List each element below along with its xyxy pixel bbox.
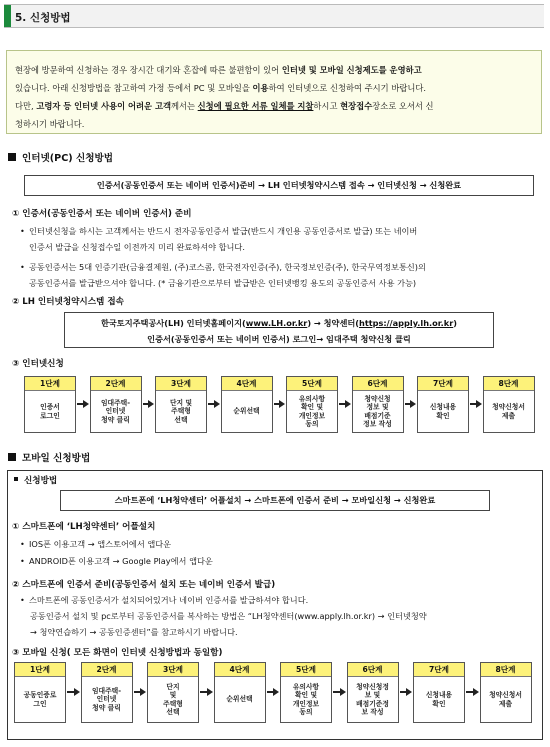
pc-step-text: 임대주택- 인터넷 청약 클릭 [100,398,131,424]
pc-step-5 [286,376,338,433]
pc-step3-title: ③ 인터넷신청 [12,359,64,369]
pc-step-label: 5단계 [287,377,337,391]
arrow-head-icon [473,688,479,696]
pc-step1-bullet-1: • 인터넷신청을 하시는 고객께서는 반드시 전자공동인증서 발급(반드시 개인용 공동인증서로 발급) 또는 네이버 인증서 발급을 신청접수일 이전까지 미리 완료하셔야 합니다. [20,226,418,252]
intro-line-3: 다만, 고령자 등 인터넷 사용이 어려운 고객께서는 신청에 필요한 서류 일체를 지참하시고 현장접수장소로 오셔서 신 [15,101,434,111]
mobile-step3-title: ③ 모바일 신청( 모든 화면이 인터넷 신청방법과 동일함) [12,648,223,658]
pc-step-text: 청약신청 정보 및 배점기준 정보 작성 [363,394,392,428]
arrow-head-icon [340,688,346,696]
pc-step-text: 신청내용 확인 [429,403,457,420]
arrow-head-icon [148,400,154,408]
mobile-step-3 [147,662,199,723]
mobile-step-text: 유의사항 확인 및 개인정보 동의 [292,682,320,716]
mobile-step2-title: ② 스마트폰에 인증서 준비(공동인증서 설치 또는 네이버 인증서 발급) [12,580,276,590]
mobile-step-1 [14,662,66,723]
mobile-step-5 [280,662,332,723]
mobile-step-6 [347,662,399,723]
square-bullet-icon [8,453,16,461]
arrow-head-icon [214,400,220,408]
mobile-step-4 [214,662,266,723]
mobile-flow-box: 스마트폰에 ‘LH청약센터’ 어플설치 → 스마트폰에 인증서 준비 → 모바일신청 → 신청완료 [60,490,490,511]
pc-step-text: 단지 및 주택형 선택 [169,398,193,424]
pc-step-text: 청약신청서 제출 [492,403,525,420]
arrow-head-icon [345,400,351,408]
mobile-inner-heading: 신청방법 [14,473,57,489]
mobile-step-label: 4단계 [215,663,265,677]
mobile-step1-bullet-1: • IOS폰 이용고객 → 앱스토어에서 앱다운 [20,539,172,549]
mobile-step-text: 순위선택 [226,695,253,704]
mobile-step-text: 신청내용 확인 [425,691,453,708]
pc-section-heading: 인터넷(PC) 신청방법 [8,150,113,164]
mobile-step-8 [480,662,532,723]
arrow-head-icon [140,688,146,696]
pc-step2-line-1: 한국토지주택공사(LH) 인터넷홈페이지(www.LH.or.kr) → 청약센터(https://apply.lh.or.kr) [100,318,457,328]
mobile-step-label: 1단계 [15,663,65,677]
pc-step-text: 유의사항 확인 및 개인정보 동의 [298,394,326,428]
pc-step-text: 인증서 로그인 [40,403,60,420]
mobile-step-text: 단지 및 주택형 선택 [163,682,183,716]
pc-step-3 [155,376,207,433]
mobile-step2-bullet-1: • 스마트폰에 공동인증서가 설치되어있거나 네이버 인증서를 발급하셔야 합니다. [20,595,309,605]
arrow-head-icon [279,400,285,408]
section-header [4,4,544,28]
lh-homepage-link[interactable]: www.LH.or.kr [245,318,308,328]
mobile-step-label: 5단계 [281,663,331,677]
mobile-step-text: 공동인증로 그인 [23,691,57,708]
intro-line-1: 현장에 방문하여 신청하는 경우 장시간 대기와 혼잡에 따른 불편함이 있어 인터넷 및 모바일 신청제도를 운영하고 [15,65,422,75]
mobile-step1-bullet-2: • ANDROID폰 이용고객 → Google Play에서 앱다운 [20,556,213,566]
pc-step-1 [24,376,76,433]
pc-step1-title: ① 인증서(공동인증서 또는 네이버 인증서) 준비 [12,209,192,219]
intro-line-4: 청하시기 바랍니다. [15,119,85,129]
mobile-step-label: 3단계 [148,663,198,677]
pc-step-label: 6단계 [353,377,403,391]
arrow-head-icon [406,688,412,696]
pc-step-6 [352,376,404,433]
mobile-step1-title: ① 스마트폰에 ‘LH청약센터’ 어플설치 [12,522,156,532]
mobile-step-label: 6단계 [348,663,398,677]
mobile-step2-paragraph: 공동인증서 설치 및 pc로부터 공동인증서를 복사하는 방법은 “LH청약센터(www.apply.lh.or.kr) → 인터넷청약 → 청약연습하기 → 공동인증센터”를 참고하시기 바랍니다. [30,611,427,637]
header-accent-bar [4,5,11,27]
pc-step-label: 7단계 [418,377,468,391]
mobile-step-text: 청약신청서 제출 [489,691,522,708]
mobile-step-7 [413,662,465,723]
pc-step2-title: ② LH 인터넷청약시스템 접속 [12,297,124,307]
pc-flow-box: 인증서(공동인증서 또는 네이버 인증서)준비 → LH 인터넷청약시스템 접속 → 인터넷신청 → 신청완료 [24,175,534,196]
pc-step-label: 1단계 [25,377,75,391]
pc-step-text: 순위선택 [233,407,260,416]
pc-step-label: 8단계 [484,377,534,391]
pc-step-label: 4단계 [222,377,272,391]
pc-step-4 [221,376,273,433]
pc-step-8 [483,376,535,433]
apply-center-link[interactable]: https://apply.lh.or.kr [359,318,454,328]
arrow-head-icon [273,688,279,696]
intro-line-2: 있습니다. 아래 신청방법을 참고하여 가정 등에서 PC 및 모바일을 이용하여 인터넷으로 신청하여 주시기 바랍니다. [15,83,427,93]
small-square-bullet-icon [14,477,18,481]
pc-step-label: 2단계 [91,377,141,391]
mobile-step-label: 8단계 [481,663,531,677]
pc-step-2 [90,376,142,433]
pc-step2-box [64,312,494,348]
arrow-head-icon [410,400,416,408]
pc-step1-bullet-2: • 공동인증서는 5대 인증기관(금융결제원, (주)코스콤, 한국전자인증(주), 한국정보인증(주), 한국무역정보통신)의 공동인증서를 발급받으셔야 합니다. (* 금융기관으로부터 발급받은 인터넷뱅킹 용도의 공동인증서 사용 가능) [20,262,426,288]
arrow-head-icon [476,400,482,408]
pc-step-7 [417,376,469,433]
square-bullet-icon [8,153,16,161]
intro-notice [6,50,542,134]
mobile-step-label: 7단계 [414,663,464,677]
pc-step2-line-2: 인증서(공동인증서 또는 네이버 인증서) 로그인→ 임대주택 청약신청 클릭 [147,334,411,344]
section-title: 5. 신청방법 [15,12,71,24]
mobile-step-text: 임대주택- 인터넷 청약 클릭 [91,686,122,712]
pc-step-label: 3단계 [156,377,206,391]
arrow-head-icon [74,688,80,696]
mobile-step-text: 청약신청정 보 및 배점기준정 보 작성 [356,682,389,716]
arrow-head-icon [207,688,213,696]
mobile-section-heading: 모바일 신청방법 [8,450,90,464]
arrow-head-icon [83,400,89,408]
mobile-step-label: 2단계 [82,663,132,677]
mobile-step-2 [81,662,133,723]
